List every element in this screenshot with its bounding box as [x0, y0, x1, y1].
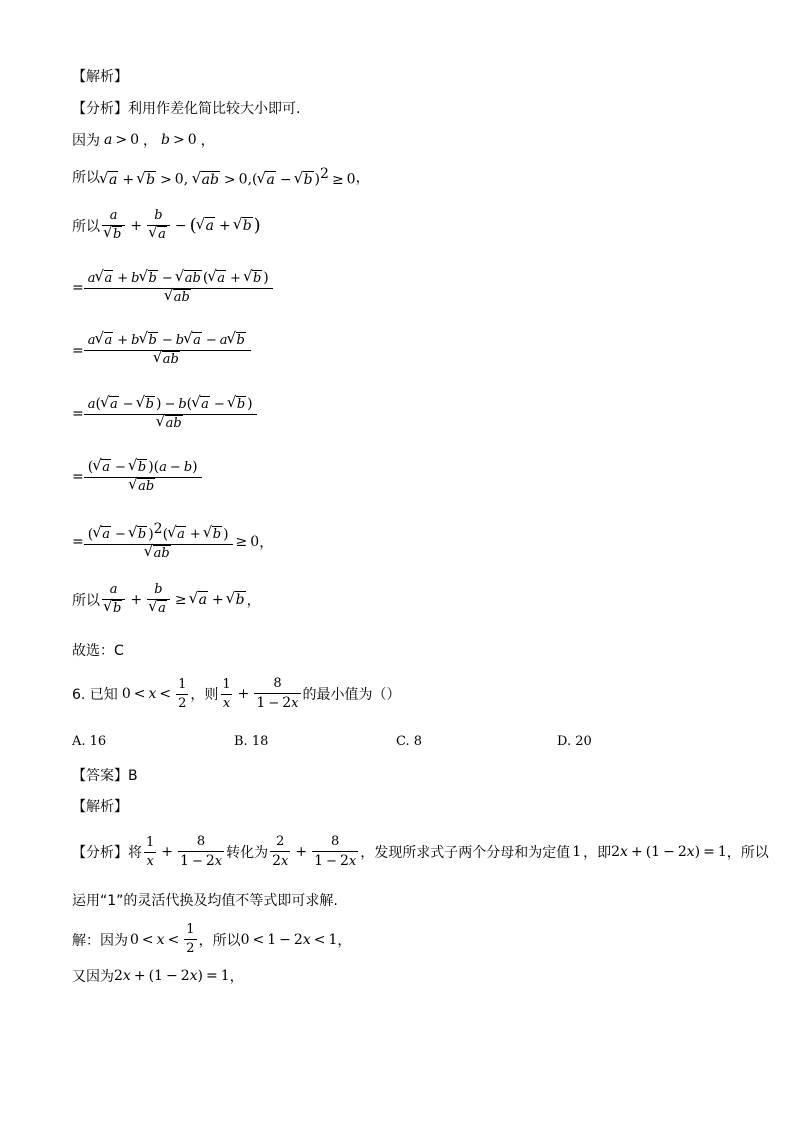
- math-expr-converted: $\frac{2}{2x}$ + $\frac{8}{1 - 2x}$: [272, 834, 357, 869]
- text-because: 因为: [72, 133, 100, 149]
- math-sum-eq: 2x + (1 − 2x) = 1: [611, 844, 727, 860]
- heading-text: 【解析】: [72, 69, 128, 85]
- math-a-positive: a > 0: [104, 132, 140, 148]
- question-expression: $\frac{1}{x}$ + $\frac{8}{1 - 2x}$: [222, 676, 299, 711]
- so-line-2: [72, 208, 261, 243]
- math-difference: a √ b + b √ a − ( √ a + √ b ): [100, 208, 261, 243]
- solution-line-1: [72, 922, 351, 957]
- punct: ，: [337, 932, 352, 949]
- analysis-q6-line-2: [72, 890, 338, 910]
- analysis-line: [72, 98, 300, 118]
- answer-text: 【答案】B: [72, 768, 138, 784]
- heading-text: 【解析】: [72, 799, 128, 815]
- punct: ，: [259, 534, 274, 551]
- math-b-positive: b > 0: [161, 132, 197, 148]
- text-solution: 解：因为: [72, 932, 128, 949]
- section-heading-analysis: [72, 66, 128, 86]
- math-result: 0 < 1 − 2x < 1: [240, 931, 338, 948]
- question-number: 6. 已知: [72, 687, 118, 703]
- math-conclusion: a √ b + b √ a ≥ √ a + √ b: [100, 582, 247, 617]
- text-so: 所以: [72, 218, 100, 235]
- text-so: ，所以: [726, 845, 769, 861]
- equation-step-4: = (√ a −√ b )(a − b) √ ab: [72, 459, 202, 495]
- so-line-1: [72, 166, 370, 188]
- question-end: 的最小值为（）: [302, 687, 401, 703]
- option-a: A. 16: [72, 734, 107, 749]
- text-so: ，所以: [198, 932, 241, 949]
- math-condition: 0 < x < $\frac{1}{2}$: [130, 922, 195, 956]
- text-so: 所以: [72, 169, 100, 186]
- text-also: 又因为: [72, 969, 114, 985]
- text-ie: ，即: [583, 845, 612, 861]
- question-condition: 0 < x < $\frac{1}{2}$: [121, 676, 187, 711]
- punct: ，: [229, 969, 244, 985]
- analysis-label: 【分析】将: [72, 845, 142, 861]
- solution-line-2: [72, 966, 244, 986]
- option-d: D. 20: [557, 734, 592, 749]
- answer-choice-text: 故选：C: [72, 643, 124, 659]
- math-sum-eq-2: 2x + (1 − 2x) = 1: [114, 968, 230, 984]
- text-then: ，则: [190, 687, 219, 703]
- analysis-text: 运用“1”的灵活代换及均值不等式即可求解.: [72, 893, 338, 909]
- analysis-label: 【分析】: [72, 101, 128, 117]
- section-heading-analysis-2: [72, 796, 128, 816]
- equation-step-2: = a√ a + b√ b − b√ a − a√ b √ ab: [72, 333, 251, 368]
- answer-choice-line: [72, 640, 124, 660]
- option-b: B. 18: [234, 734, 269, 749]
- punct: ，: [246, 592, 261, 609]
- question-6: [72, 676, 401, 712]
- equation-step-3: = a(√ a −√ b ) − b(√ a −√ b ) √ ab: [72, 396, 257, 432]
- analysis-q6-line: [72, 834, 769, 870]
- punct: ，: [200, 133, 215, 149]
- math-expr-original: $\frac{1}{x}$ + $\frac{8}{1 - 2x}$: [146, 834, 223, 869]
- text-so: 所以: [72, 592, 100, 609]
- analysis-text: 利用作差化简比较大小即可.: [128, 101, 301, 117]
- option-c: C. 8: [396, 734, 423, 749]
- value-one: 1: [572, 844, 582, 860]
- conclusion-line: [72, 582, 261, 617]
- analysis-text: ，发现所求式子两个分母和为定值: [360, 845, 571, 861]
- math-inequalities: √ a +√ b > 0, √ ab > 0,(√ a −√ b )$^2$ ≥ 0: [100, 166, 356, 188]
- text-convert: 转化为: [226, 845, 269, 861]
- answer-line: [72, 765, 138, 785]
- condition-line: [72, 130, 215, 150]
- separator: ，: [143, 133, 158, 149]
- equation-step-5: = (√ a −√ b )$^2$(√ a +√ b ) √ ab ≥ 0 ，: [72, 521, 273, 562]
- punct: ，: [355, 169, 370, 186]
- equation-step-1: = a√ a + b√ b −√ ab (√ a +√ b ) √ ab: [72, 270, 273, 306]
